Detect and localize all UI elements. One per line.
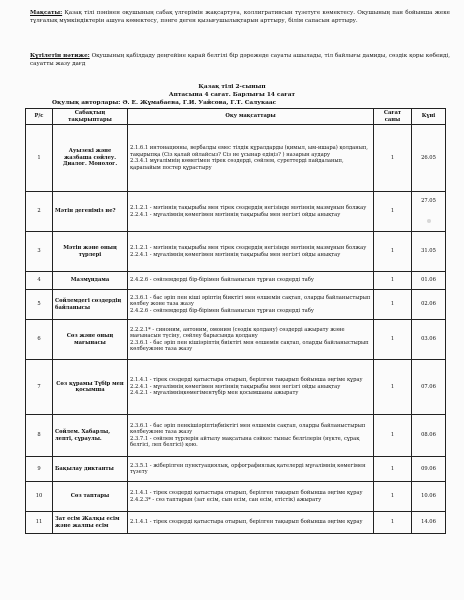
row-hours: 1 — [374, 192, 412, 232]
header-goals: Оқу мақсаттары — [128, 109, 374, 125]
row-num: 5 — [26, 290, 53, 320]
row-hours: 1 — [374, 290, 412, 320]
goal-item: 2.1.6.1 интонацияны, вербалды емес тілдік құралдарды (қимыл, ым-ишара) қолданып, тақырыпқа (Сіз қалай ойлайсыз? Сіз не ұсынар едіңіз? ) назарын аудару — [130, 145, 368, 158]
table-header-row — [26, 109, 446, 125]
row-goals — [128, 125, 374, 192]
table-row — [26, 320, 446, 360]
row-goals — [128, 482, 374, 512]
row-date: 09.06 — [412, 457, 446, 482]
table-row — [26, 512, 446, 534]
row-date: 07.06 — [412, 360, 446, 415]
row-num: 9 — [26, 457, 53, 482]
result-text: Оқушының қабілдаду деңгейіне қарай белгілі бір дәрежеде сауаты ашылады, тіл байлығы дамиды, сөздік қоры көбеиді, сауатты жазу дағд — [30, 53, 451, 67]
goal-item: 2.1.2.1 - мәтіннің тақырыбы мен тірек сөздердің негізінде мәтіннің мазмұнын болжау — [130, 245, 367, 252]
row-num: 11 — [26, 512, 53, 534]
table-row — [26, 360, 446, 415]
goal-item: 2.2.4.1 - мұғалімнің көмегімен мәтіннің тақырыбы мен негізгі ойды анықтау — [130, 383, 341, 390]
row-topic: Мәтін дегеніміз не? — [53, 192, 128, 232]
row-hours: 1 — [374, 320, 412, 360]
goal-item: 2.3.4.1 мұғалімнің көмегімен тірек сөздерді, сөйлем, суреттерді пайдаланып, қарапайым постер құрастыру — [130, 158, 344, 171]
goal-item: 2.2.4.1 - мұғалімнің көмегімен мәтіннің тақырыбы мен негізгі ойды анықтау — [130, 211, 341, 218]
lesson-plan-table — [25, 108, 446, 534]
goal-item: 2.3.5.1 - жіберілген пунктуациялық, орфографиялық қателерді мұғалімнің көмегімен түзету — [130, 462, 366, 476]
row-date: 10.06 — [412, 482, 446, 512]
goal-item: 2.1.2.1 - мәтіннің тақырыбы мен тірек сөздердің негізінде мәтіннің мазмұнын болжау — [130, 205, 367, 212]
row-topic: Зат есім Жалқы есім және жалпы есім — [53, 512, 128, 534]
result-paragraph — [30, 53, 450, 68]
row-topic: Сөз және оның мағынасы — [53, 320, 128, 360]
subject-title: Қазақ тілі 2-сынып — [198, 84, 266, 90]
row-goals — [128, 232, 374, 272]
row-hours: 1 — [374, 457, 412, 482]
row-goals — [128, 512, 374, 534]
goal-item: 2.3.6.1 - бас әріп пен кіші әріптің біиктігі мен өлшемін сақтап, оларды байланыстырып көлбеу жоне таза жазу — [130, 294, 371, 308]
row-topic: Ауызекі және жазбаша сөйлеу. Диалог. Монолог. — [53, 125, 128, 192]
row-topic: Сөйлемдегі сөздердің байланысы — [53, 290, 128, 320]
row-hours: 1 — [374, 415, 412, 457]
row-num: 10 — [26, 482, 53, 512]
row-topic: Сөйлем. Хабарлы, лепті, сұраулы. — [53, 415, 128, 457]
row-date-text: 27.05 — [421, 198, 436, 205]
row-num: 3 — [26, 232, 53, 272]
textbook-authors: Оқулық авторлары: Ә. Е. Жұмабаева, Г.И. Уайсова, Г.Т. Салукаас — [52, 100, 277, 106]
row-hours: 1 — [374, 512, 412, 534]
scan-mark-icon — [427, 219, 431, 223]
row-hours: 1 — [374, 272, 412, 290]
row-num: 6 — [26, 320, 53, 360]
table-row — [26, 457, 446, 482]
row-topic: Бақылау диктанты — [53, 457, 128, 482]
row-goals — [128, 192, 374, 232]
header-topic: Сабақтың тақырыптары — [53, 109, 128, 125]
goal-item: 2.4.2.6 - сөйлемдерді бір-бірімен байланысын тұрған сөздерді табу — [130, 277, 314, 284]
goal-item: 2.2.2.1* - синоним, антоним, омоним (сөздік қолдану) сөздерді ажырату және мағынасын түсіну, сөйлеу барысында қолдану — [130, 326, 345, 340]
row-date — [412, 192, 446, 232]
row-topic: Мәтін және оның түрлері — [53, 232, 128, 272]
header-hours: Сағат саны — [374, 109, 412, 125]
table-row — [26, 482, 446, 512]
goal-item: 2.3.6.1 - бас әріп пенкішіәріптіңбиіктігі мен өлшемін сақтап, оларды байланыстырып көлбеужәне таза жазу — [130, 422, 366, 436]
goal-item: 2.4.2.1 - мұғалімніңкөмегіментүбір мен қосымшаны ажырату — [130, 390, 299, 397]
row-goals — [128, 272, 374, 290]
row-hours: 1 — [374, 482, 412, 512]
table-row — [26, 415, 446, 457]
row-hours: 1 — [374, 232, 412, 272]
goal-item: 2.4.2.6 - сөйлемдерді бір-бірімен байланысын тұрған сөздерді табу — [130, 307, 314, 314]
row-num: 7 — [26, 360, 53, 415]
table-row — [26, 125, 446, 192]
hours-summary: Аптасына 4 сағат. Барлығы 14 сағат — [168, 92, 296, 98]
goal-item: 2.1.4.1 - тірек сөздерді қатыстыра отырып, берілген тақырып бойынша әңгіме құрау — [130, 377, 363, 384]
table-row — [26, 192, 446, 232]
row-topic: Сөз құрамы Түбір мен қосымша — [53, 360, 128, 415]
aim-text: Қазақ тілі пәнінен оқушының сабақ үлгерімін жақсартуға, коллигративсын түзетуге көмектесу. Оқушының пан бойынша жеке тұлғалық мүмкіндіктерін ашуға көмектесу, пәнге деген қызығушылықтарын арттыру, білім сапасын арттыру. — [30, 10, 450, 24]
row-goals — [128, 320, 374, 360]
header-num: Р/с — [26, 109, 53, 125]
goal-item: 2.1.4.1 - тірек сөздерді қатыстыра отырып, берілген тақырып бойынша әңгіме құрау — [130, 490, 363, 497]
result-label: Күтілетін нәтиже: — [30, 53, 90, 59]
row-num: 8 — [26, 415, 53, 457]
row-date: 03.06 — [412, 320, 446, 360]
goal-item: 2.3.6.1 - бас әріп пен кішіәріптің биіктігі мен өлшемін сақтап, оларды байланыстырып көлбеужәне таза жазу — [130, 339, 369, 353]
row-date: 31.05 — [412, 232, 446, 272]
table-row — [26, 272, 446, 290]
row-num: 4 — [26, 272, 53, 290]
row-date: 08.06 — [412, 415, 446, 457]
table-row — [26, 290, 446, 320]
table-row — [26, 232, 446, 272]
row-num: 1 — [26, 125, 53, 192]
goal-item: 2.4.2.3* - сөз таптарын (зат есім, сын есім, сан есім, етістік) ажырату — [130, 496, 322, 503]
aim-paragraph — [30, 10, 450, 25]
aim-label: Мақсаты: — [30, 10, 63, 16]
header-date: Күні — [412, 109, 446, 125]
row-goals — [128, 360, 374, 415]
row-num: 2 — [26, 192, 53, 232]
goal-item: 2.1.4.1 - тірек сөздерді қатыстыра отырып, берілген тақырып бойынша әңгіме құрау — [130, 519, 363, 526]
goal-item: 2.2.4.1 - мұғалімнің көмегімен мәтіннің тақырыбы мен негізгі ойды анықтау — [130, 251, 341, 258]
row-date: 26.05 — [412, 125, 446, 192]
row-date: 01.06 — [412, 272, 446, 290]
row-topic: Мазмұндама — [53, 272, 128, 290]
row-goals — [128, 457, 374, 482]
row-goals — [128, 290, 374, 320]
row-topic: Сөз таптары — [53, 482, 128, 512]
goal-item: 2.3.7.1 - сөйлем түрлерін айтылу мақсатына сәйкес тыныс белгілерін (нүкте, сұрақ белгісі, леп белгісі) қою. — [130, 435, 360, 449]
row-goals — [128, 415, 374, 457]
row-date: 02.06 — [412, 290, 446, 320]
row-hours: 1 — [374, 125, 412, 192]
row-date: 14.06 — [412, 512, 446, 534]
row-hours: 1 — [374, 360, 412, 415]
